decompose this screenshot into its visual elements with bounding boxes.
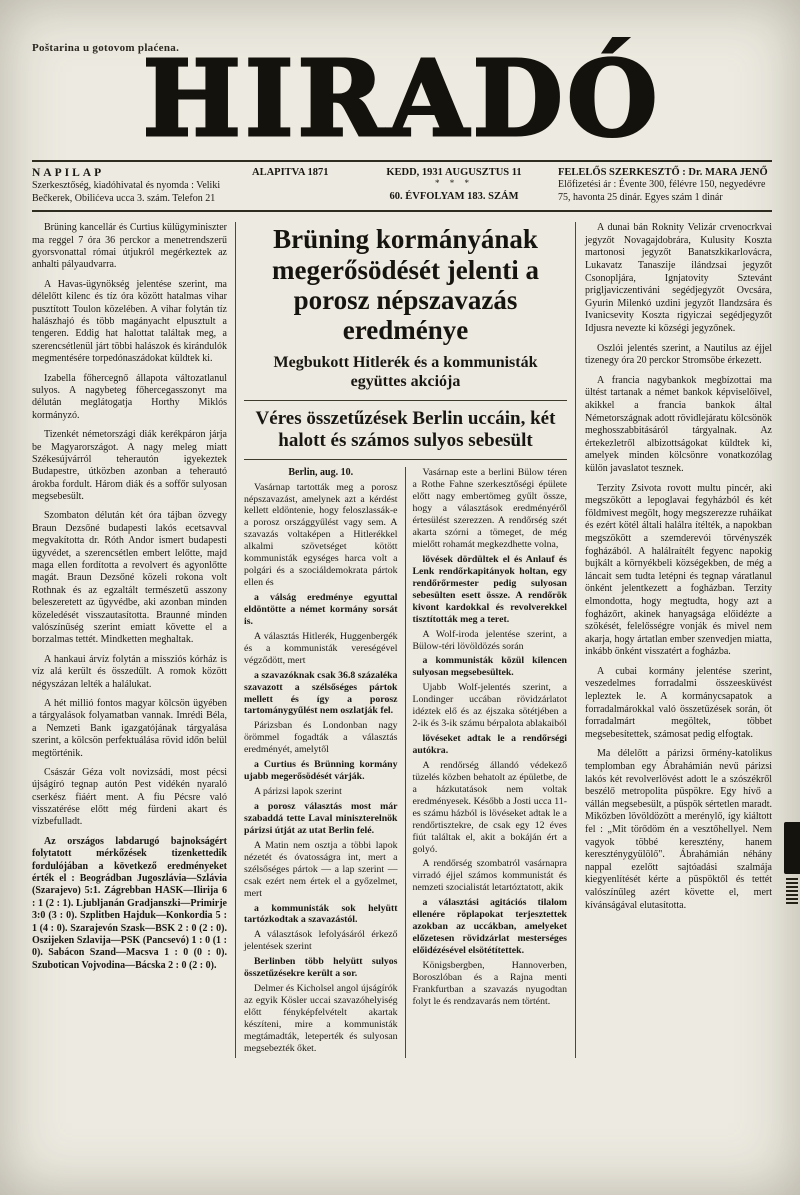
founded-label: ALAPITVA 1871 xyxy=(252,166,329,178)
address-line: Szerkesztőség, kiadóhivatal és nyomda : Veliki Bečkerek, Obilićeva ucca 3. szám. Telefon 21 xyxy=(32,180,221,204)
paragraph: a kommunisták sok helyütt tartózkodtak a szavazástól. xyxy=(244,902,398,926)
paragraph: lövéseket adtak le a rendőrségi autókra. xyxy=(412,733,567,757)
date-label: KEDD, 1931 AUGUSZTUS 11 xyxy=(386,166,522,178)
paragraph: Az országos labdarugó bajnokságért folytatott mérkőzések tizenkettedik fordulójában a következő eredményeket érték el : Beográdban Jugoszlávia—Szlávia (Szarajevo) 5:1. Zágrebban HASK—Ilirija 6 : 1 (2 : 1). Ljubljanán Gradjanszki—Primirje 3:0 (3 : 0). Szplitben Hajduk—Konkordia 5 : 1 (4 : 0). Szarajevón Szask—BSK 2 : 0 (2 : 0). Oszijeken Szlavija—PSK (Pancsevó) 1 : 0 (1 : 0). Sabácon Szand—Macsva 1 : 0 (0 : 0). Szubotican Vojvodina—Bácska 2 : 0 (2 : 0). xyxy=(32,835,227,971)
postage-stamp-note: Poštarina u gotovom plaćena. xyxy=(32,42,180,54)
paragraph: Szombaton délután két óra tájban özvegy Braun Dezsőné budapesti lakós ecetsavval megvakította dr. Róth Andor ismert budapesti ügyvédet, a szerencsétlen embert lelőtte, majd maga ellen fordította a revolvert és agyonlőtte magát. Braun Dezsőné közeli rokona volt Rothnak és az egzaltált természetű asszony beleszeretett az ügyvédbe, aki azonban minden közeledését visszautasította. Braunné minden valószínűség szerint emiatt követte el a borzalmas tettét. Mindketten meghaltak. xyxy=(32,510,227,646)
price-label: Előfizetési ár : Évente 300, félévre 150, negyedévre 75, havonta 25 dinár. Egyes szám 1 dinár xyxy=(558,179,766,203)
paragraph: Oszlói jelentés szerint, a Nautilus az éjjel tizenegy óra 20 perckor Stromsöbe érkezett. xyxy=(585,342,772,367)
paragraph: A francia nagybankok megbízottai ma ültést tartanak a német bankok képviselőivel, akikkel a francia bankok által Németországnak adott rövidlejáratu kölcsönök meghosszabbitásáról tárgyalnak. Az értekezletről albizottságokat küldtek ki, amelyek minden kölcsönre vonatkozólag külön javaslatot tesznek. xyxy=(585,374,772,474)
secondary-headline: Véres összetűzések Berlin uccáin, két halott és számos sulyos sebesült xyxy=(255,407,556,451)
divider-rule xyxy=(244,400,567,401)
publisher-cell xyxy=(32,166,246,205)
main-headline: Brüning kormányának megerősödését jelenti a porosz népszavazás eredménye xyxy=(272,224,539,345)
stars-ornament: * * * xyxy=(435,178,473,189)
paragraph: Tizenkét németországi diák kerékpáron járja be Magyarországot. A nagy meleg miatt Székesújvárról teherautón igyekeztek Budapestre, útközben azonban a teherautó árokba fordult. Három diák és a soffőr sulyosan megsebesült. xyxy=(32,429,227,503)
paragraph: Delmer és Kicholsel angol újságírók az egyik Kösler uccai szavazóhelyiség előtt fényképfelvételt akartak készíteni, mire a kommunisták megtámadták, leteperték és sulyosan megsebezték őket. xyxy=(244,983,398,1054)
dateline: Berlin, aug. 10. xyxy=(288,467,354,479)
left-news-column xyxy=(32,222,236,1058)
paragraph: Ma délelőtt a párizsi örmény-katolikus templomban egy Ábrahámián nevű párizsi lakós két revolverlövést adott le a szószékről beszélő metropolita püspökre. Egy hívő a vállán megsebesült, a püspök sértetlen maradt. Mikőzben lövöldözött a merénylő, így kiáltott fel : „Mit törődöm én a vesztőhellyel. Nem vagyok többé keresztény, hanem kereszténygyülölő". Ábrahámián néhány nappal ezelőtt sajtóadási szalmája kiegyenlítését kérte a püspöktől és tettét valószínűleg azért követte el, mert kívánságával elutasította. xyxy=(585,748,772,911)
paragraph: a válság eredménye egyuttal eldöntötte a német kormány sorsát is. xyxy=(244,592,398,627)
body-columns xyxy=(32,222,772,1058)
article-column-right xyxy=(406,467,568,1057)
sub-headline: Megbukott Hitlerék és a kommunisták együttes akciója xyxy=(273,354,538,391)
ink-smudge-artifact xyxy=(784,822,800,874)
right-news-column xyxy=(576,222,772,1058)
paragraph: A cubai kormány jelentése szerint, veszedelmes forradalmi összeesküvést lepleztek le. A kormánycsapatok a forradalmárokkal való összetűzések során, öt forradalmárt megöltek, többet megsebesítettek, számosat pedig elfogtak. xyxy=(585,665,772,740)
paragraph: a porosz választás most már szabaddá tette Laval miniszterelnök párizsi útját az utat Berlin felé. xyxy=(244,801,398,836)
paragraph: Ujabb Wolf-jelentés szerint, a Londinger uccában rövidzárlatot idéztek elő és az éjszaka sötétjében a 2-ik és 3-ik számu bérpalota ablakaiból xyxy=(412,682,567,730)
paragraph: Vasárnap este a berlini Bülow téren a Rothe Fahne szerkesztőségi épülete előtt nagy embertömeg gyűlt össze, hogy a választások eredményéről értesülést szerezzen. A rendőrség szét akarta szórni a tömeget, de még mielőtt rohamát megkezdhette volna, xyxy=(412,467,567,551)
date-cell xyxy=(356,166,552,205)
paragraph: A párizsi lapok szerint xyxy=(254,786,342,798)
article-text-left xyxy=(244,482,398,1055)
paragraph: Izabella főhercegnő állapota változatlanul sulyos. A nagybeteg főhercegasszonyt ma délután meglátogatja Horthy Miklós kormányzó. xyxy=(32,372,227,421)
center-article xyxy=(236,222,576,1058)
paragraph: A Havas-ügynökség jelentése szerint, ma délelőtt kilenc és tíz óra között hatalmas vihar pusztított Toulon közelében. A vihar folytán tíz halászhajó és több magányacht elpusztult a tengeren. Eddig hat halottat találtak meg, a szerencsétlenül járt többi halászok és kirándulók megmentésére torpedónaszádokat küldtek ki. xyxy=(32,278,227,365)
paragraph: Berlinben több helyütt sulyos összetűzésekre került a sor. xyxy=(244,956,398,980)
paragraph: A választás Hitlerék, Huggenbergék és a kommunisták vereségével végződött, mert xyxy=(244,630,398,666)
paragraph: Párizsban és Londonban nagy örömmel fogadták a választás eredményét, amelytől xyxy=(244,720,398,756)
info-bar xyxy=(32,160,772,212)
paragraph: Császár Géza volt novizsádi, most pécsi újságíró tegnap autón Pest vidékén nyaraló cserkész fiáért ment. A fiu Pécsre való visszatérése előtt még fürdeni akart és vízbefulladt. xyxy=(32,766,227,828)
paragraph: a választási agitációs tilalom ellenére röplapokat terjesztettek azokban az uccákban, amelyeket előzetesen rövidzárlat mesterséges előidézésével elsötétítettek. xyxy=(412,897,567,957)
article-column-left xyxy=(244,467,406,1057)
paragraph: a szavazóknak csak 36.8 százaléka szavazott a szélsőséges pártok mellett és így a porosz tartománygyűlést nem oszlatják fel. xyxy=(244,669,398,717)
paragraph: a kommunisták közül kilencen sulyosan megsebesültek. xyxy=(412,655,567,679)
scan-edge-artifact xyxy=(786,878,798,904)
paragraph: A választások lefolyásáról érkező jelentések szerint xyxy=(244,929,398,953)
paragraph: A hét millió fontos magyar kölcsön ügyében a tárgyalások folyamatban vannak. Imrédi Béla, a Nemzeti Bank igazgatójának tárgyalása szerint, a kölcsön perfektuálása rövid időn belül megtörténik. xyxy=(32,697,227,759)
paragraph: a Curtius és Brünning kormány ujabb megerősödését várják. xyxy=(244,759,398,783)
daily-label: NAPILAP xyxy=(32,166,105,179)
paragraph: A rendőrség állandó védekező tüzelés közben behatolt az épületbe, de a házkutatások nem voltak eredményesek. Később a Josti ucca 11-es számu házból is lövéseket adtak le a rendőrtisztekre, de csak egy 12 éves fiút találtak el, akit a bokáján ért a golyó. xyxy=(412,759,567,855)
paragraph: Vasárnap tartották meg a porosz népszavazást, amelynek azt a kérdést kellett eldöntenie, hogy feloszlassák-e a porosz országgyűlést vagy sem. A szavazás voltaképen a Hitlerékkel alkalmi szövetséget kötött kommunisták egységes harca volt a polgári és a szociáldemokrata pártok ellen és xyxy=(244,481,398,589)
paragraph: A rendőrség szombatról vasárnapra virradó éjjel számos kommunistát és nemzeti szocialistát letartóztatott, akik xyxy=(412,858,567,894)
paragraph: Terzity Zsivota rovott multu pincér, aki megszökött a lepoglavai fegyházból és két földmivest megölt, hogy megszerezze ruháikat és ezért kötél általi halálra ítélték, a napokban megszökött a szemderevói törvényszék fogházából. A halálraítélt fegyenc napokig bujkált a környékbeli községekben, de még a láncait sem tudta letépni és tegnap váratlanul önként jelentkezett a fogházban. Terzity elmondotta, hogy megtudta, hogy azt a fogházőrt, akinek hanyagsága előidézte a szökését, felelősségre vonják és mivel nem akarja, hogy ártatlan ember szenvedjen miatta, inkább önként visszatért a fogházba. xyxy=(585,482,772,658)
editor-cell xyxy=(552,166,772,205)
editor-label: FELELŐS SZERKESZTŐ : Dr. MARA JENŐ xyxy=(558,166,768,178)
paragraph: A hankaui árvíz folytán a missziós kórház is víz alá került és összedűlt. A romok között négyszázan lelték a halálukat. xyxy=(32,653,227,690)
article-columns xyxy=(244,467,567,1057)
founded-cell xyxy=(246,166,356,205)
paragraph: Brüning kancellár és Curtius külügyminiszter ma reggel 7 óra 36 perckor a menetrendszerű gyorsvonattal római útjukról megérkeztek az anhalti pályaudvarra. xyxy=(32,222,227,271)
paragraph: lövések dördültek el és Anlauf és Lenk rendőrkapitányok holtan, egy rendőrőrmester pedig sulyosan sebesülten esett össze. A rendőrök kivont kardokkal és revolverekkel tisztították meg a teret. xyxy=(412,553,567,625)
paragraph: A Wolf-iroda jelentése szerint, a Bülow-téri lövöldözés során xyxy=(412,628,567,652)
paragraph: A Matin nem osztja a többi lapok nézetét és óvatosságra int, mert a szélsőséges pártok — a lap szerint — csak ezért nem értek el a győzelmet, mert xyxy=(244,839,398,899)
divider-rule xyxy=(244,459,567,460)
issue-label: 60. ÉVFOLYAM 183. SZÁM xyxy=(389,191,519,203)
paragraph: Königsbergben, Hannoverben, Boroszlóban és a Rajna menti Frankfurtban a szavazás nyugodtan folyt le és rendzavarás nem történt. xyxy=(412,959,567,1007)
paragraph: A dunai bán Roknity Velizár crvenocrkvai jegyzőt Novagajdobrára, Kulusity Koszta martonosi jegyzőt Banatszkikarlovácra, Lukavatz Tanaszije ilándzsai jegyzőt Csonopljára, Ignjatovity Sztevánt prigljaviczentiváni segédjegyzőt Ovcsára, Gyurin Milenkó uzdini jegyzőt Ilandzsára és Ivanicsevity Koszta rigyiczai segédjegyzőt Idjusra nevezte ki községi jegyzőnek. xyxy=(585,222,772,335)
masthead-title: HIRADÓ xyxy=(142,37,662,160)
